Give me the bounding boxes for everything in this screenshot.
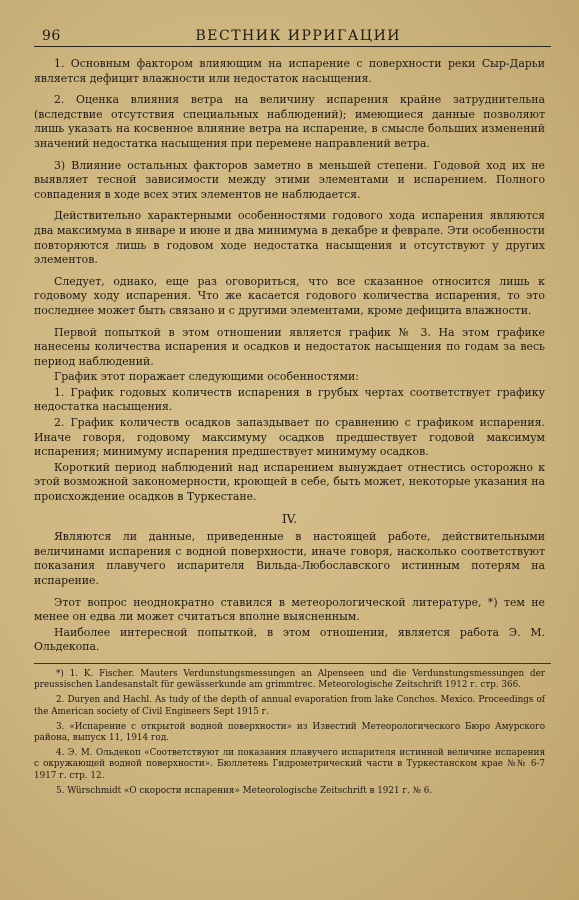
paragraph: График этот поражает следующими особенностями: (54, 370, 359, 384)
paragraph: 3) Влияние остальных факторов заметно в меньшей степени. Годовой ход их не выявляет тесной зависимости между этими элементами и испарением. Полного совпадения в ходе всех этих элементов не наблюдается. (34, 158, 545, 201)
paragraph: Наиболее интересной попыткой, в этом отношении, является работа Э. М. Ольдекопа. (34, 625, 545, 654)
paragraph: 2. График количеств осадков запаздывает по сравнению с графиком испарения. Иначе говоря, годовому максимуму осадков предшествует годовой максимум испарения; минимуму испарения предшествует минимуму осадков. (34, 416, 545, 459)
paragraph: Первой попыткой в этом отношении является график № 3. На этом графике нанесены количества испарения и осадков и недостаток насыщения по годам за весь период наблюдений. (34, 325, 545, 368)
paragraph: Действительно характерными особенностями годового хода испарения являются два максимума в январе и июне и два минимума в декабре и феврале. Эти особенности повторяются лишь в годовом ходе недостатка насыщения и отсутствуют у других элементов. (34, 209, 545, 267)
paragraph: Короткий период наблюдений над испарением вынуждает отнестись осторожно к этой возможной закономерности, кроющей в себе, быть может, некоторые указания на происхождение осадков в Туркестане. (34, 460, 545, 504)
section-number: IV. (281, 511, 298, 526)
footnotes (34, 663, 551, 797)
page-number: 96 (42, 28, 61, 44)
page-header (34, 28, 551, 47)
paragraph: 1. График годовых количеств испарения в грубых чертах соответствует графику недостатка насыщения. (34, 385, 545, 414)
paragraph: Этот вопрос неоднократно ставился в метеорологической литературе, *) тем не менее он едва ли может считаться вполне выясненным. (34, 595, 545, 624)
paragraph: 2. Оценка влияния ветра на величину испарения крайне затруднительна (вследствие отсутствия специальных наблюдений); имеющиеся данные позволяют лишь указать на косвенное влияние ветра на испарение, в смысле больших изменений значений недостатка насыщения при перемене направлений ветра. (34, 93, 545, 150)
paragraph: 1. Основным фактором влияющим на испарение с поверхности реки Сыр-Дарьи является дефицит влажности или недостаток насыщения. (34, 57, 545, 85)
journal-title: ВЕСТНИК ИРРИГАЦИИ (195, 28, 401, 44)
footnote: *) 1. K. Fischer. Mauters Verdunstungsmessungen an Alpenseen und die Verdunstungsmessungen der preussischen Landesanstalt für gewässerkunde am grimmtrec. Meteorologische Zeitschrift 1912 г. стр. 366. (34, 668, 545, 691)
footnote: 4. Э. М. Ольдекоп «Соответствуют ли показания плавучего испарителя истинной величине испарения с окружающей водной поверхности». Бюллетень Гидрометрический части в Туркестанском крае №№ 6-7 1917 г. стр. 12. (34, 748, 545, 781)
footnote: 2. Duryen and Hachl. As tudy of the depth of annual evaporation from lake Conchos. Mexico. Proceedings of the American society of Civil Engineers Sept 1915 г. (34, 695, 545, 717)
body-text (34, 57, 551, 655)
paragraph: Являются ли данные, приведенные в настоящей работе, действительными величинами испарения с водной поверхности, иначе говоря, насколько соответствуют показания плавучего испарителя Вильда-Любославского истинным потерям на испарение. (34, 530, 545, 587)
footnote: 3. «Испарение с открытой водной поверхности» из Известий Метеорологического Бюро Амурского района, выпуск 11, 1914 год. (34, 721, 545, 743)
footnote: 5. Würschmidt «О скорости испарения» Meteorologische Zeitschrift в 1921 г. № 6. (56, 785, 433, 796)
paragraph: Следует, однако, еще раз оговориться, что все сказанное относится лишь к годовому ходу испарения. Что же касается годового количества испарения, то это последнее может быть связано и с другими элементами, кроме дефицита влажности. (34, 274, 545, 317)
